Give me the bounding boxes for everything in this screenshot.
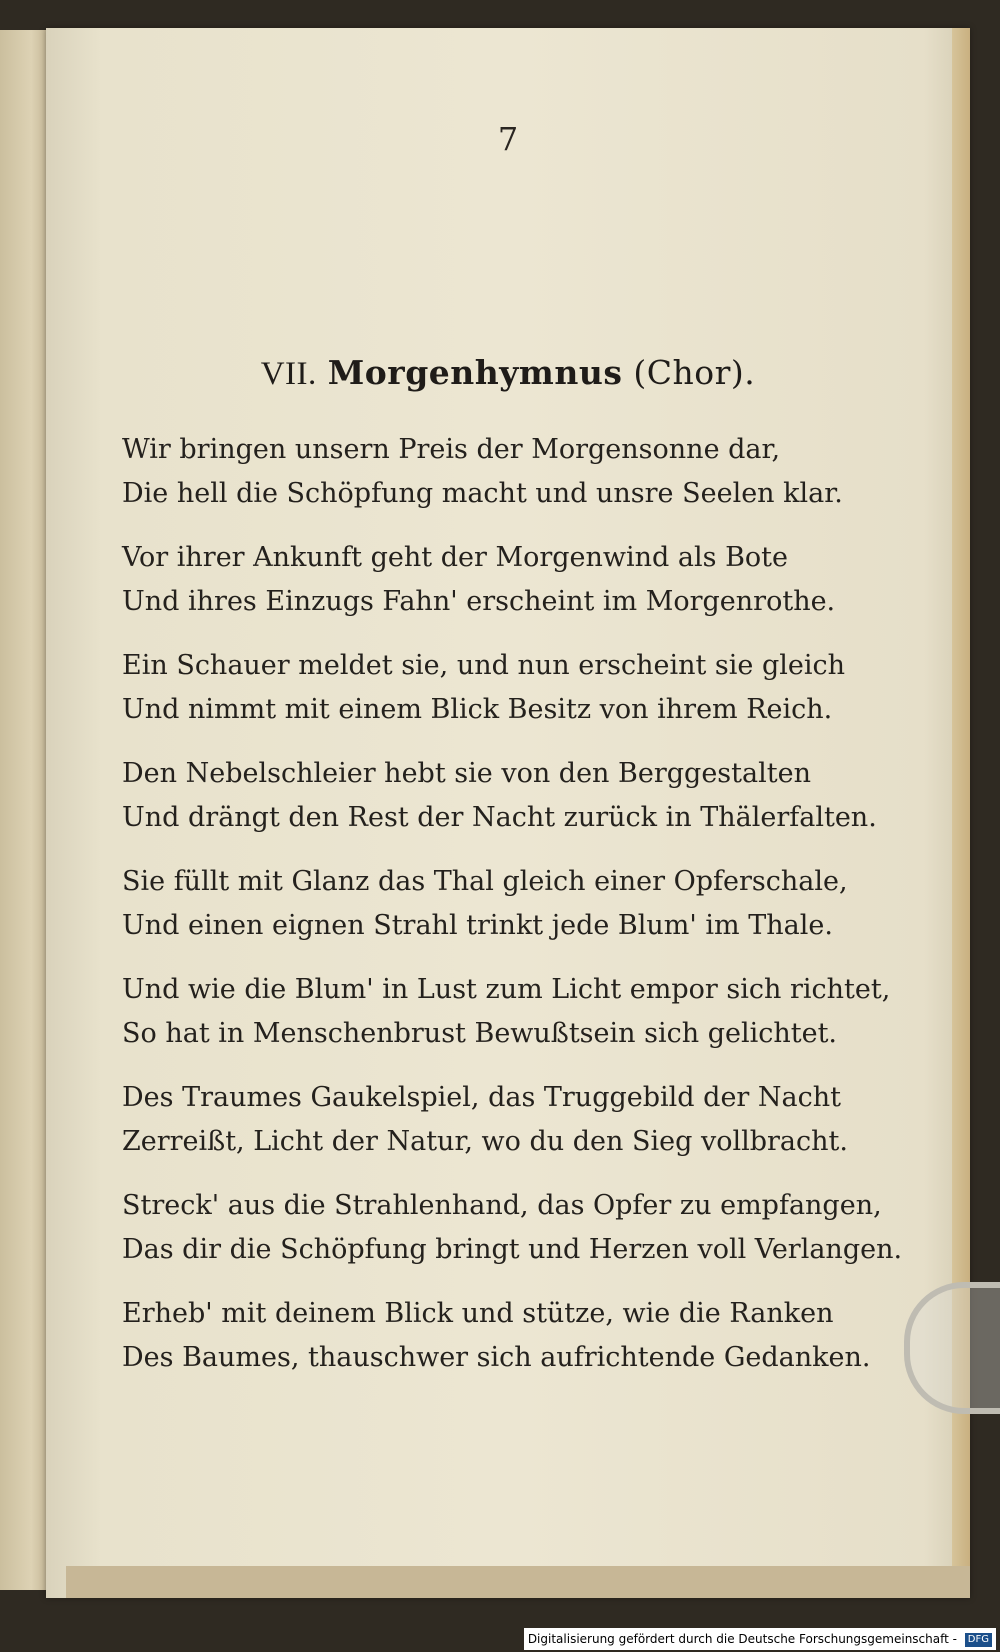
poem-line: Des Baumes, thauschwer sich aufrichtende Gedanken.	[122, 1342, 871, 1373]
title-main: Morgenhymnus	[327, 353, 623, 392]
poem-line: Und einen eignen Strahl trinkt jede Blum' im Thale.	[122, 910, 833, 941]
poem-line: Und wie die Blum' in Lust zum Licht empor sich richtet,	[122, 974, 891, 1005]
page-number: 7	[497, 120, 519, 158]
poem-line: Zerreißt, Licht der Natur, wo du den Sieg vollbracht.	[122, 1126, 848, 1157]
poem-title	[46, 353, 970, 393]
stanza	[122, 968, 922, 1056]
stanza	[122, 536, 922, 624]
stanza	[122, 752, 922, 840]
credit-text: Digitalisierung gefördert durch die Deutsche Forschungsgemeinschaft -	[527, 1632, 957, 1646]
stanza	[122, 860, 922, 948]
title-numeral: VII.	[260, 356, 317, 392]
poem-line: Das dir die Schöpfung bringt und Herzen voll Verlangen.	[122, 1234, 903, 1265]
poem-line: So hat in Menschenbrust Bewußtsein sich gelichtet.	[122, 1018, 838, 1049]
poem-line: Erheb' mit deinem Blick und stütze, wie die Ranken	[122, 1298, 834, 1329]
poem-line: Ein Schauer meldet sie, und nun erscheint sie gleich	[122, 650, 846, 681]
title-sub: (Chor).	[633, 353, 756, 392]
book-page	[46, 28, 970, 1598]
facing-page-edge	[0, 30, 52, 1590]
stanza	[122, 1292, 922, 1380]
stanza	[122, 1076, 922, 1164]
poem-line: Streck' aus die Strahlenhand, das Opfer zu empfangen,	[122, 1190, 882, 1221]
poem-line: Und ihres Einzugs Fahn' erscheint im Morgenrothe.	[122, 586, 836, 617]
poem-line: Vor ihrer Ankunft geht der Morgenwind als Bote	[122, 542, 789, 573]
poem-line: Und nimmt mit einem Blick Besitz von ihrem Reich.	[122, 694, 833, 725]
poem-line: Wir bringen unsern Preis der Morgensonne dar,	[122, 434, 781, 465]
poem-line: Die hell die Schöpfung macht und unsre Seelen klar.	[122, 478, 843, 509]
stanza	[122, 644, 922, 732]
page-bottom-edge	[66, 1566, 970, 1598]
stanza	[122, 1184, 922, 1272]
digitization-credit	[524, 1628, 996, 1650]
poem-line: Und drängt den Rest der Nacht zurück in Thälerfalten.	[122, 802, 877, 833]
dfg-logo-icon: DFG	[965, 1633, 992, 1647]
poem-line: Den Nebelschleier hebt sie von den Berggestalten	[122, 758, 811, 789]
poem-line: Sie füllt mit Glanz das Thal gleich einer Opferschale,	[122, 866, 848, 897]
poem-line: Des Traumes Gaukelspiel, das Truggebild der Nacht	[122, 1082, 841, 1113]
stanza	[122, 428, 922, 516]
poem-body	[122, 428, 922, 1400]
